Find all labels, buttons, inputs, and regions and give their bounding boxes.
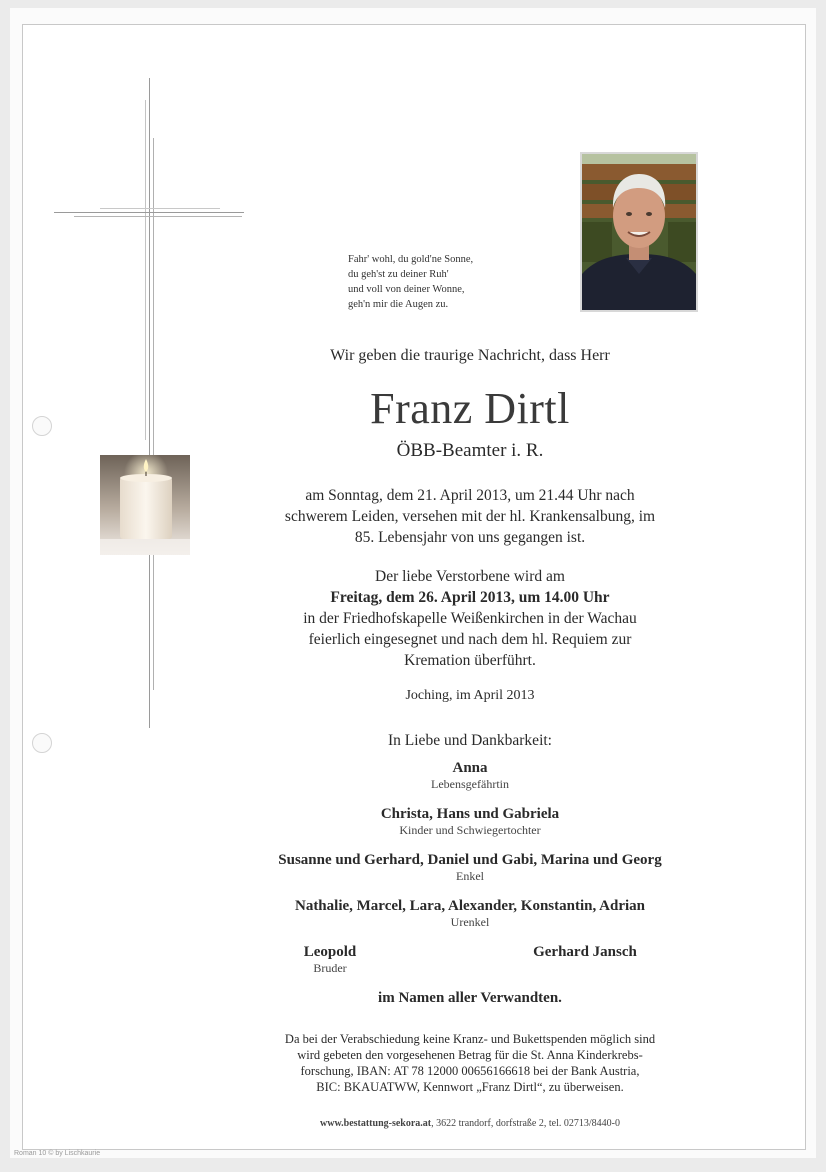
family-entry-brother <box>270 944 390 976</box>
watermark-text: Roman 10 © by Lischkaurie <box>14 1150 101 1157</box>
closing-text: In Liebe und Dankbarkeit: <box>388 732 552 749</box>
funeral-line: Der liebe Verstorbene wird am <box>375 568 565 585</box>
family-relation: Enkel <box>456 869 484 883</box>
family-name: Nathalie, Marcel, Lara, Alexander, Konstantin, Adrian <box>294 898 645 914</box>
family-relation: Bruder <box>313 961 347 975</box>
death-line: am Sonntag, dem 21. April 2013, um 21.44 Uhr nach <box>305 487 635 504</box>
candle-image <box>100 455 190 555</box>
punch-hole-bottom <box>32 733 52 753</box>
funeral-line: Kremation überführt. <box>404 652 536 669</box>
poem-line: geh'n mir die Augen zu. <box>348 299 449 310</box>
donation-line: Da bei der Verabschiedung keine Kranz- und Bukettspenden möglich sind <box>284 1032 656 1046</box>
funeral-notice <box>220 566 720 671</box>
family-name: Leopold <box>303 944 357 960</box>
footer-address: , 3622 trandorf, dorfstraße 2, tel. 02713/8440-0 <box>431 1118 620 1129</box>
donation-notice <box>240 1031 700 1095</box>
family-name: Anna <box>452 760 488 776</box>
place-date: Joching, im April 2013 <box>405 688 535 703</box>
relatives-line: im Namen aller Verwandten. <box>378 990 562 1006</box>
death-notice <box>220 485 720 548</box>
family-name: Susanne und Gerhard, Daniel und Gabi, Marina und Georg <box>278 852 662 868</box>
funeral-line: in der Friedhofskapelle Weißenkirchen in der Wachau <box>303 610 637 627</box>
intro-text: Wir geben die traurige Nachricht, dass Herr <box>330 347 610 364</box>
poem-verse <box>348 252 528 312</box>
death-line: schwerem Leiden, versehen mit der hl. Krankensalbung, im <box>284 508 656 525</box>
funeral-date: Freitag, dem 26. April 2013, um 14.00 Uhr <box>330 589 610 606</box>
family-entry <box>220 806 720 838</box>
poem-line: und voll von deiner Wonne, <box>348 284 465 295</box>
family-relation: Urenkel <box>450 915 490 929</box>
donation-line: forschung, IBAN: AT 78 12000 00656166618 bei der Bank Austria, <box>300 1064 640 1078</box>
footer-website[interactable]: www.bestattung-sekora.at <box>320 1118 432 1129</box>
family-entry-other <box>510 944 660 961</box>
family-relation: Kinder und Schwiegertochter <box>399 823 541 837</box>
donation-line: BIC: BKAUATWW, Kennwort „Franz Dirtl“, zu überweisen. <box>316 1080 624 1094</box>
family-entry <box>170 898 770 930</box>
poem-line: Fahr' wohl, du gold'ne Sonne, <box>348 254 474 265</box>
deceased-name: Franz Dirtl <box>370 384 570 433</box>
funeral-line: feierlich eingesegnet und nach dem hl. Requiem zur <box>308 631 632 648</box>
donation-line: wird gebeten den vorgesehenen Betrag für die St. Anna Kinderkrebs- <box>297 1048 643 1062</box>
punch-hole-top <box>32 416 52 436</box>
family-entry <box>170 852 770 884</box>
footer <box>240 1118 700 1129</box>
family-entry <box>220 760 720 792</box>
family-name: Christa, Hans und Gabriela <box>380 806 560 822</box>
family-name: Gerhard Jansch <box>533 944 637 960</box>
poem-line: du geh'st zu deiner Ruh' <box>348 269 449 280</box>
deceased-title: ÖBB-Beamter i. R. <box>396 440 544 461</box>
portrait-photo <box>580 152 698 312</box>
death-line: 85. Lebensjahr von uns gegangen ist. <box>354 529 586 546</box>
family-relation: Lebensgefährtin <box>431 777 509 791</box>
